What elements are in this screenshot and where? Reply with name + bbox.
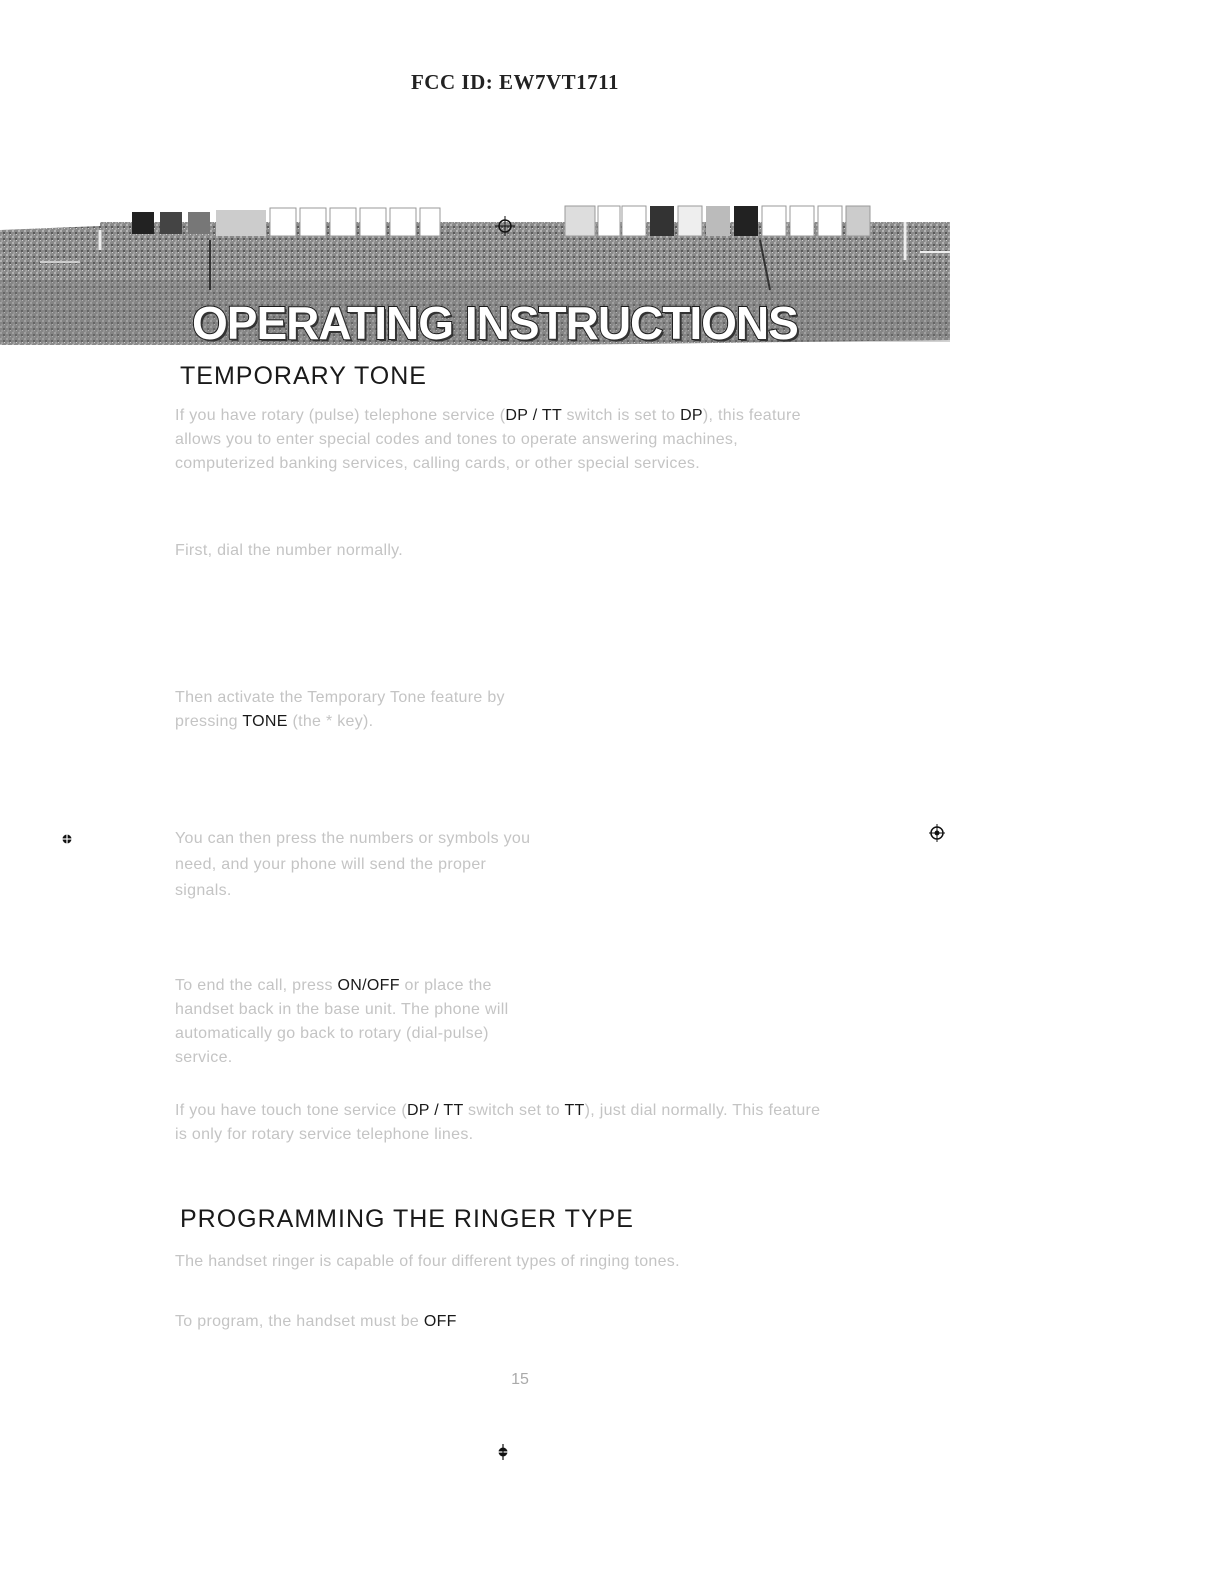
step-dial-number: First, dial the number normally. bbox=[175, 542, 404, 559]
registration-mark-icon bbox=[496, 1444, 510, 1460]
fcc-id-header: FCC ID: EW7VT1711 bbox=[410, 70, 619, 94]
temporary-tone-intro: If you have rotary (pulse) telephone service (DP / TT switch is set to DP), this feature allows you to enter special codes and tones to operate answering machines, computerized banking services, calling cards, or other special services. bbox=[175, 407, 801, 472]
ringer-intro: The handset ringer is capable of four different types of ringing tones. bbox=[175, 1253, 680, 1270]
page-number: 15 bbox=[511, 1371, 529, 1388]
step-end-call: To end the call, press ON/OFF or place the handset back in the base unit. The phone will automatically go back to rotary (dial-pulse) service. bbox=[175, 977, 509, 1066]
step-press-numbers: You can then press the numbers or symbols you need, and your phone will send the proper signals. bbox=[175, 830, 531, 899]
section-heading-temporary-tone: TEMPORARY TONE bbox=[180, 362, 427, 390]
ringer-program-note: To program, the handset must be OFF bbox=[175, 1313, 457, 1330]
step-activate-tone: Then activate the Temporary Tone feature by pressing TONE (the * key). bbox=[175, 689, 505, 730]
registration-mark-icon bbox=[928, 823, 946, 843]
touch-tone-note: If you have touch tone service (DP / TT switch set to TT), just dial normally. This feature is only for rotary service telephone lines. bbox=[175, 1102, 821, 1143]
banner-title: OPERATING INSTRUCTIONS bbox=[192, 297, 798, 349]
section-heading-ringer-type: PROGRAMMING THE RINGER TYPE bbox=[180, 1205, 634, 1233]
registration-mark-icon bbox=[60, 832, 74, 846]
